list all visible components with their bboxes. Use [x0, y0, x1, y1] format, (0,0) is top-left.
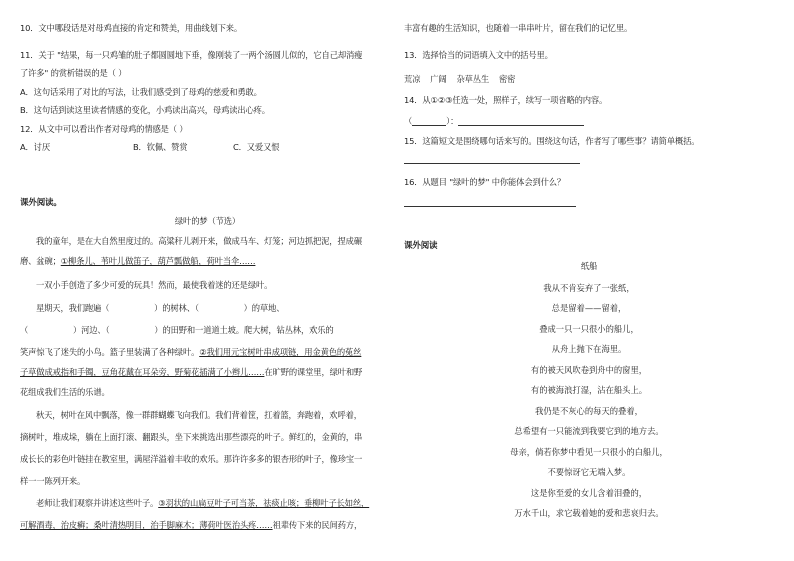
- passage-p2: 一双小手创造了多少可爱的玩具！然而，最使我着迷的还是绿叶。: [36, 280, 273, 290]
- question-13-word-bank: 荒凉 广阔 杂草丛生 密密: [404, 74, 516, 84]
- passage-p5-line2: 可解酒毒，治皮癣；桑叶清热明目，治手脚麻木；薄荷叶医治头疼……祖辈传下来的民间药方，: [20, 520, 363, 530]
- question-16-answer-line[interactable]: [404, 206, 576, 207]
- passage-title: 绿叶的梦（节选）: [174, 216, 241, 226]
- poem-line: 这是你至爱的女儿含着泪叠的，: [530, 488, 648, 498]
- passage-p4-line4: 样一一陈列开来。: [20, 476, 86, 486]
- question-12-option-b: B．钦佩、赞赏: [133, 142, 188, 152]
- passage-p3-line5: 花组成我们生活的乐谱。: [20, 387, 110, 397]
- poem-line: 有的被天风吹卷到舟中的窗里，: [530, 365, 648, 375]
- question-16: 16．从题目 "绿叶的梦" 中你能体会到什么？: [404, 177, 566, 187]
- question-15-answer-line[interactable]: [404, 163, 580, 164]
- question-12: 12．从文中可以看出作者对母鸡的情感是（ ）: [20, 124, 188, 134]
- question-11-line2: 了许多" 的赏析错误的是（ ）: [20, 68, 127, 78]
- poem-line: 有的被海浪打湿，沾在船头上。: [530, 385, 648, 395]
- passage-p4-line2: 摘树叶，堆成垛，躺在上面打滚、翻跟头，坐下来挑选出那些漂亮的叶子。鲜红的，金黄的，串: [20, 432, 363, 442]
- poem-line: 不要惊讶它无端入梦。: [547, 467, 631, 477]
- question-14: 14．从①②③任选一处，照样子，续写一项省略的内容。: [404, 95, 608, 105]
- question-13: 13．选择恰当的词语填入文中的括号里。: [404, 50, 553, 60]
- poem-line: 母亲，倘若你梦中看见一只很小的白船儿，: [510, 447, 668, 457]
- underlined-sentence-2b: 子草做成戒指和手镯，豆角花戴在耳朵旁，野菊花插满了小辫儿……: [20, 367, 265, 377]
- poem-line: 总希望有一只能流到我要它到的地方去。: [514, 426, 664, 436]
- question-14-answer: （ ）：: [404, 115, 584, 127]
- question-12-option-a: A．讨厌: [20, 142, 50, 152]
- question-12-option-c: C．又爱又恨: [233, 142, 280, 152]
- passage-p3-line4: 子草做成戒指和手镯，豆角花戴在耳朵旁，野菊花插满了小辫儿……在旷野的课堂里，绿叶和野: [20, 367, 363, 377]
- question-11-option-b: B．这句话到读这里读者情感的变化，小鸡读出高兴，母鸡读出心疼。: [20, 105, 270, 115]
- question-11-option-a: A．这句话采用了对比的写法，让我们感受到了母鸡的慈爱和勇敢。: [20, 87, 262, 97]
- passage-p3-line1: 星期天，我们跑遍（ ）的树林、（ ）的草地、: [36, 303, 285, 313]
- passage-p4-line1: 秋天，树叶在风中飘落，像一群群蝴蝶飞向我们。我们背着筐，扛着篮，奔跑着，欢呼着，: [36, 410, 362, 420]
- poem-line: 万水千山，求它载着她的爱和悲哀归去。: [514, 508, 664, 518]
- poem-line: 我仍是不灰心的每天的叠着，: [535, 406, 643, 416]
- poem-line: 总是留着——留着，: [551, 303, 627, 313]
- question-10: 10．文中哪段话是对母鸡直接的肯定和赞美，用曲线划下来。: [20, 23, 243, 33]
- underlined-sentence-3b: 可解酒毒，治皮癣；桑叶清热明目，治手脚麻木；薄荷叶医治头疼……: [20, 520, 273, 530]
- poem-line: 叠成一只一只很小的船儿，: [539, 324, 639, 334]
- underlined-sentence-2a: ②我们用元宝树叶串成项链，用金黄色的菟丝: [199, 347, 362, 357]
- passage-p1-line1: 我的童年，是在大自然里度过的。高粱秆儿剥开来，做成马车、灯笼；河边抓把泥，捏成碾: [36, 236, 362, 246]
- underlined-sentence-1: ①柳条儿、苇叶儿做笛子，葫芦瓢做船，荷叶当伞……: [60, 256, 256, 266]
- poem-line: 我从不肯妄弃了一张纸，: [543, 283, 635, 293]
- question-11-line1: 11．关于 "结果，每一只鸡雏的肚子都圆圆地下垂，像刚装了一两个汤圆儿似的，它自己却消瘦: [20, 50, 363, 60]
- poem-line: 从舟上抛下在海里。: [551, 344, 627, 354]
- passage-p3-line2: （ ）河边、（ ）的田野和一道道土坡。爬大树，钻丛林，欢乐的: [20, 325, 334, 335]
- answer-blank-index[interactable]: [412, 125, 446, 126]
- passage-p3-line3: 笑声惊飞了迷失的小鸟。篮子里装满了各种绿叶。②我们用元宝树叶串成项链，用金黄色的菟丝: [20, 347, 362, 357]
- passage-p1-line2: 磨、盆碗；①柳条儿、苇叶儿做笛子，葫芦瓢做船，荷叶当伞……: [20, 256, 256, 266]
- section-heading: 课外阅读。: [20, 198, 62, 208]
- question-15: 15．这篇短文是围绕哪句话来写的。围绕这句话，作者写了哪些事？请简单概括。: [404, 136, 700, 146]
- passage-p4-line3: 成长长的彩色叶链挂在教室里，满屋洋溢着丰收的欢乐。那许许多多的银杏形的叶子，像珍宝一: [20, 454, 363, 464]
- passage-p5-line1: 老师让我们观察并讲述这些叶子。③羽状的山扁豆叶子可当茶，祛痰止咳；垂柳叶子长如丝，: [36, 498, 370, 508]
- section-heading-2: 课外阅读: [404, 241, 438, 251]
- passage-continuation: 丰富有趣的生活知识，也随着一串串叶片，留在我们的记忆里。: [404, 23, 633, 33]
- answer-blank-content[interactable]: [458, 125, 584, 126]
- poem-title: 纸船: [580, 261, 598, 271]
- underlined-sentence-3a: ③羽状的山扁豆叶子可当茶，祛痰止咳；垂柳叶子长如丝，: [158, 498, 370, 508]
